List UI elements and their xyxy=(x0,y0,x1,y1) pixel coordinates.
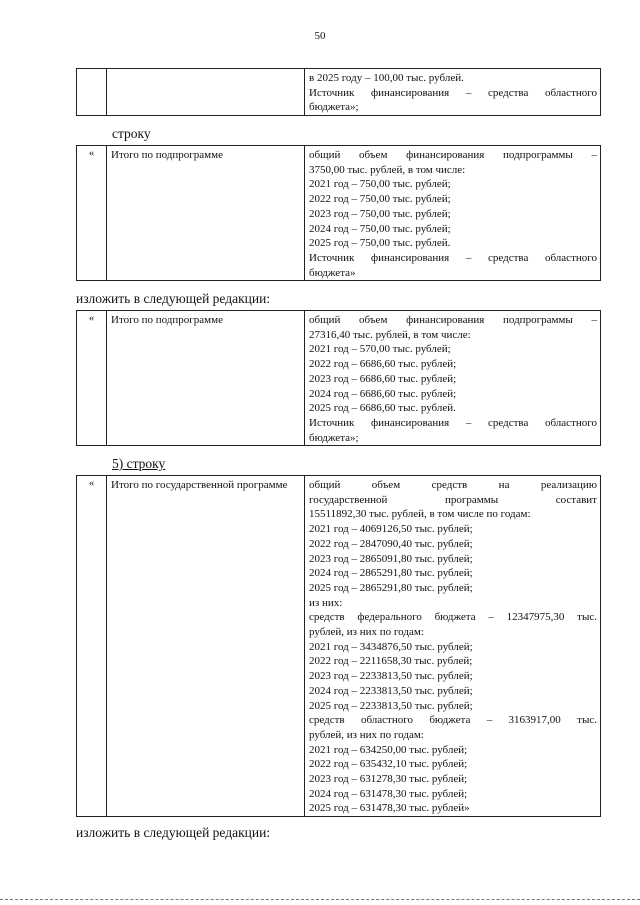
table-row xyxy=(77,311,601,446)
heading-new-edition: изложить в следующей редакции: xyxy=(76,291,271,306)
text-line: 2021 год – 4069126,50 тыс. рублей; xyxy=(309,523,473,536)
text-line: 2022 год – 2211658,30 тыс. рублей; xyxy=(309,655,473,668)
row-label: Итого по государственной программе xyxy=(107,476,305,817)
text-line: 2021 год – 570,00 тыс. рублей; xyxy=(309,343,451,356)
text-line: 2023 год – 631278,30 тыс. рублей; xyxy=(309,773,468,786)
row-label: Итого по подпрограмме xyxy=(107,146,305,281)
row-label xyxy=(107,69,305,116)
table-row xyxy=(77,146,601,281)
text-line: Источник финансирования – средства областного xyxy=(309,416,597,429)
heading-stroku: строку xyxy=(112,126,151,141)
text-line: 2025 год – 2865291,80 тыс. рублей; xyxy=(309,581,473,594)
row-marker: « xyxy=(77,476,107,817)
page-number: 50 xyxy=(314,30,326,42)
row-description xyxy=(305,476,601,817)
text-line: 27316,40 тыс. рублей, в том числе: xyxy=(309,328,471,341)
table-new-subprogram-total xyxy=(76,310,601,446)
text-line: 2024 год – 6686,60 тыс. рублей; xyxy=(309,387,457,400)
text-line: 2023 год – 750,00 тыс. рублей; xyxy=(309,207,451,220)
text-line: общий объем средств на реализацию xyxy=(309,479,597,491)
text-line: 2023 год – 2865091,80 тыс. рублей; xyxy=(309,552,473,565)
text-line: 2024 год – 2233813,50 тыс. рублей; xyxy=(309,684,473,697)
text-line: 2022 год – 750,00 тыс. рублей; xyxy=(309,193,451,206)
text-line: общий объем финансирования подпрограммы – xyxy=(309,314,597,326)
row-label: Итого по подпрограмме xyxy=(107,311,305,446)
text-line: 2022 год – 2847090,40 тыс. рублей; xyxy=(309,537,473,550)
text-line: 3750,00 тыс. рублей, в том числе: xyxy=(309,163,466,176)
table-old-subprogram-total xyxy=(76,145,601,281)
table-row xyxy=(77,69,601,116)
text-line: Источник финансирования – средства областного xyxy=(309,251,597,264)
text-line: 2024 год – 750,00 тыс. рублей; xyxy=(309,222,451,235)
text-line: бюджета»; xyxy=(309,101,359,114)
text-line: 15511892,30 тыс. рублей, в том числе по годам: xyxy=(309,508,531,521)
text-line: средств федерального бюджета – 12347975,30 тыс. xyxy=(309,611,597,624)
text-line: государственной программы составит xyxy=(309,493,597,506)
text-line: рублей, из них по годам: xyxy=(309,626,424,639)
text-line: 2022 год – 635432,10 тыс. рублей; xyxy=(309,758,468,771)
text-line: в 2025 году – 100,00 тыс. рублей. xyxy=(309,72,464,84)
row-marker xyxy=(77,69,107,116)
row-marker: « xyxy=(77,311,107,446)
text-line: бюджета» xyxy=(309,266,356,279)
table-row xyxy=(77,476,601,817)
text-line: 2021 год – 3434876,50 тыс. рублей; xyxy=(309,640,473,653)
row-description xyxy=(305,69,601,116)
text-line: 2024 год – 2865291,80 тыс. рублей; xyxy=(309,567,473,580)
text-line: средств областного бюджета – 3163917,00 тыс. xyxy=(309,714,597,727)
table-state-program-total xyxy=(76,475,601,817)
text-line: 2021 год – 634250,00 тыс. рублей; xyxy=(309,743,468,756)
text-line: 2021 год – 750,00 тыс. рублей; xyxy=(309,178,451,191)
text-line: бюджета»; xyxy=(309,431,359,444)
page-bottom-rule xyxy=(0,899,640,900)
text-line: 2022 год – 6686,60 тыс. рублей; xyxy=(309,358,457,371)
table-continuation xyxy=(76,68,601,116)
row-description xyxy=(305,146,601,281)
text-line: 2023 год – 2233813,50 тыс. рублей; xyxy=(309,670,473,683)
text-line: 2025 год – 750,00 тыс. рублей. xyxy=(309,237,451,250)
text-line: из них: xyxy=(309,596,343,609)
text-line: 2023 год – 6686,60 тыс. рублей; xyxy=(309,372,457,385)
text-line: 2025 год – 631478,30 тыс. рублей» xyxy=(309,802,470,815)
heading-new-edition-2: изложить в следующей редакции: xyxy=(76,825,271,840)
text-line: 2025 год – 6686,60 тыс. рублей. xyxy=(309,402,456,415)
text-line: Источник финансирования – средства областного xyxy=(309,86,597,99)
heading-item-5: 5) строку xyxy=(112,456,166,471)
text-line: рублей, из них по годам: xyxy=(309,728,424,741)
text-line: 2024 год – 631478,30 тыс. рублей; xyxy=(309,787,468,800)
text-line: общий объем финансирования подпрограммы – xyxy=(309,149,597,161)
row-marker: « xyxy=(77,146,107,281)
text-line: 2025 год – 2233813,50 тыс. рублей; xyxy=(309,699,473,712)
row-description xyxy=(305,311,601,446)
